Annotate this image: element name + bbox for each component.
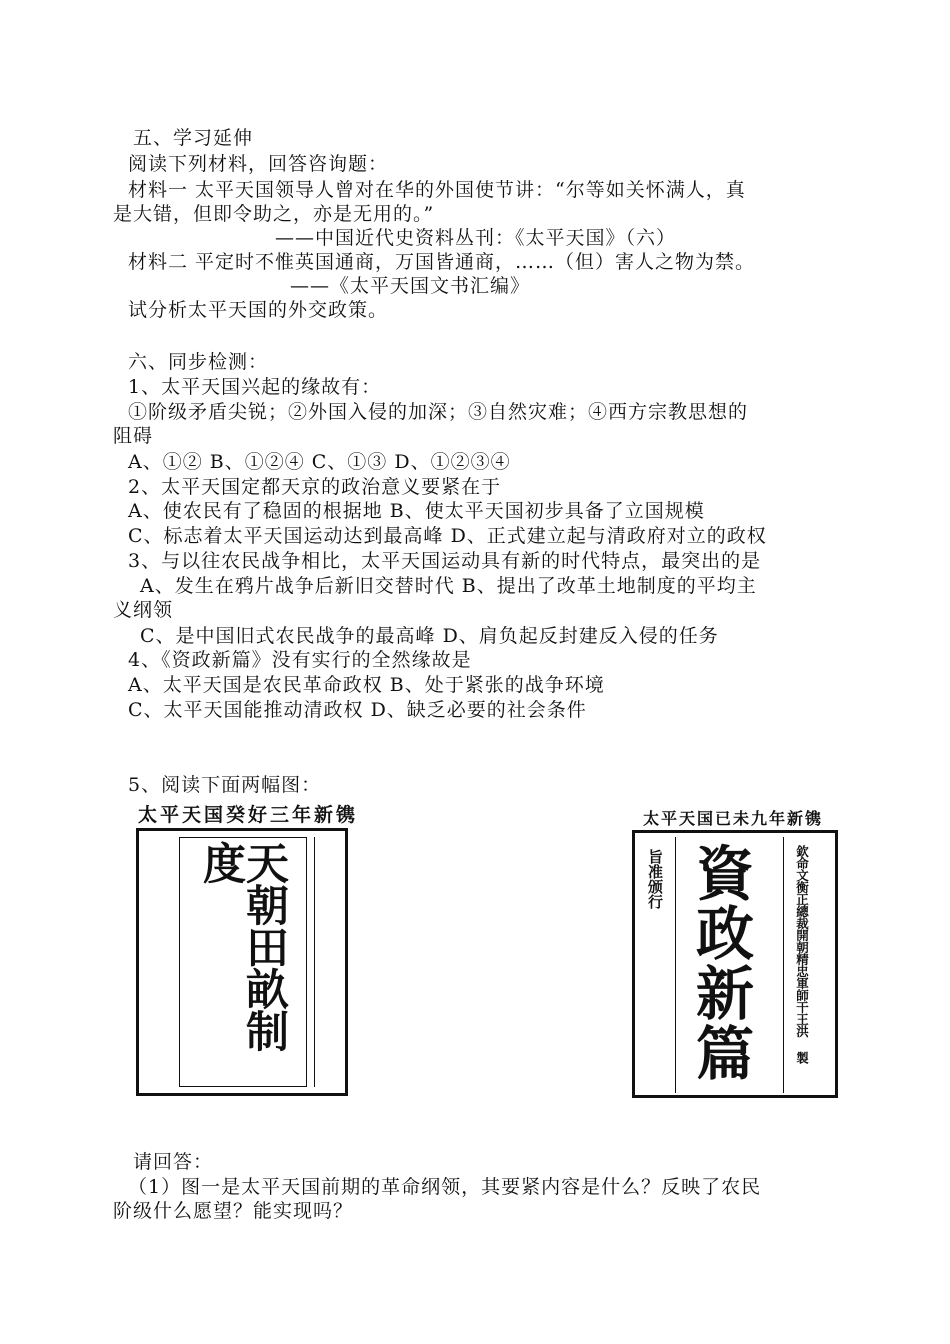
section5-intro: 阅读下列材料，回答咨询题： <box>128 153 389 175</box>
section5-heading: 五、学习延伸 <box>133 127 254 149</box>
figure2-cover-image <box>628 806 840 1100</box>
q4-choices-cd: C、太平天国能推动清政权 D、缺乏必要的社会条件 <box>128 699 587 721</box>
q2-choices-cd: C、标志着太平天国运动达到最高峰 D、正式建立起与清政府对立的政权 <box>128 525 767 547</box>
q1-text: 1、太平天国兴起的缘故有： <box>128 376 382 398</box>
figure2-frame <box>632 830 838 1098</box>
figure2-right-note: 欽命文衡正總裁開朝精忠軍師干王洪 製 <box>794 845 810 1064</box>
answer-q1-line1: （1）图一是太平天国前期的革命纲领，其要紧内容是什么？反映了农民 <box>128 1176 762 1198</box>
material1-line1: 材料一 太平天国领导人曾对在华的外国使节讲：“尔等如关怀满人，真 <box>128 179 746 201</box>
material1-source: ——中国近代史资料丛刊：《太平天国》（六） <box>275 227 677 249</box>
q1-choices: A、①② B、①②④ C、①③ D、①②③④ <box>128 451 511 473</box>
section6-heading: 六、同步检测： <box>128 351 269 373</box>
figure2-header: 太平天国已未九年新镌 <box>642 809 823 828</box>
figure2-left-note: 旨准颁行 <box>646 849 664 909</box>
q1-options-line1: ①阶级矛盾尖锐；②外国入侵的加深；③自然灾难；④西方宗教思想的 <box>128 401 749 423</box>
q5-text: 5、阅读下面两幅图： <box>128 774 322 796</box>
material2-line1: 材料二 平定时不惟英国通商，万国皆通商，……（但）害人之物为禁。 <box>128 251 756 273</box>
section5-question: 试分析太平天国的外交政策。 <box>128 299 389 321</box>
q4-text: 4、《资政新篇》没有实行的全然缘故是 <box>128 649 472 671</box>
figure1-cover-image <box>118 800 359 1100</box>
q3-choices-cd: C、是中国旧式农民战争的最高峰 D、肩负起反封建反入侵的任务 <box>140 625 719 647</box>
answer-q1-line2: 阶级什么愿望？能实现吗？ <box>113 1200 354 1222</box>
figure1-frame <box>136 828 348 1096</box>
q2-choices-ab: A、使农民有了稳固的根据地 B、使太平天国初步具备了立国规模 <box>128 500 705 522</box>
figure1-title: 天朝田畝制度 <box>196 841 289 1051</box>
material2-source: ——《太平天国文书汇编》 <box>290 275 531 297</box>
q3-choices-ab-line2: 义纲领 <box>113 599 174 621</box>
material1-line2: 是大错，但即令助之，亦是无用的。” <box>113 203 435 225</box>
figure1-header: 太平天国癸好三年新镌 <box>138 804 359 826</box>
q4-choices-ab: A、太平天国是农民革命政权 B、处于紧张的战争环境 <box>128 674 605 696</box>
q3-text: 3、与以往农民战争相比，太平天国运动具有新的时代特点，最突出的是 <box>128 550 762 572</box>
q2-text: 2、太平天国定都天京的政治意义要紧在于 <box>128 476 502 498</box>
q3-choices-ab-line1: A、发生在鸦片战争后新旧交替时代 B、提出了改革土地制度的平均主 <box>140 575 757 597</box>
figure2-title: 資政新篇 <box>686 843 754 1083</box>
q1-options-line2: 阻碍 <box>113 425 154 447</box>
answer-prompt: 请回答： <box>133 1151 214 1173</box>
